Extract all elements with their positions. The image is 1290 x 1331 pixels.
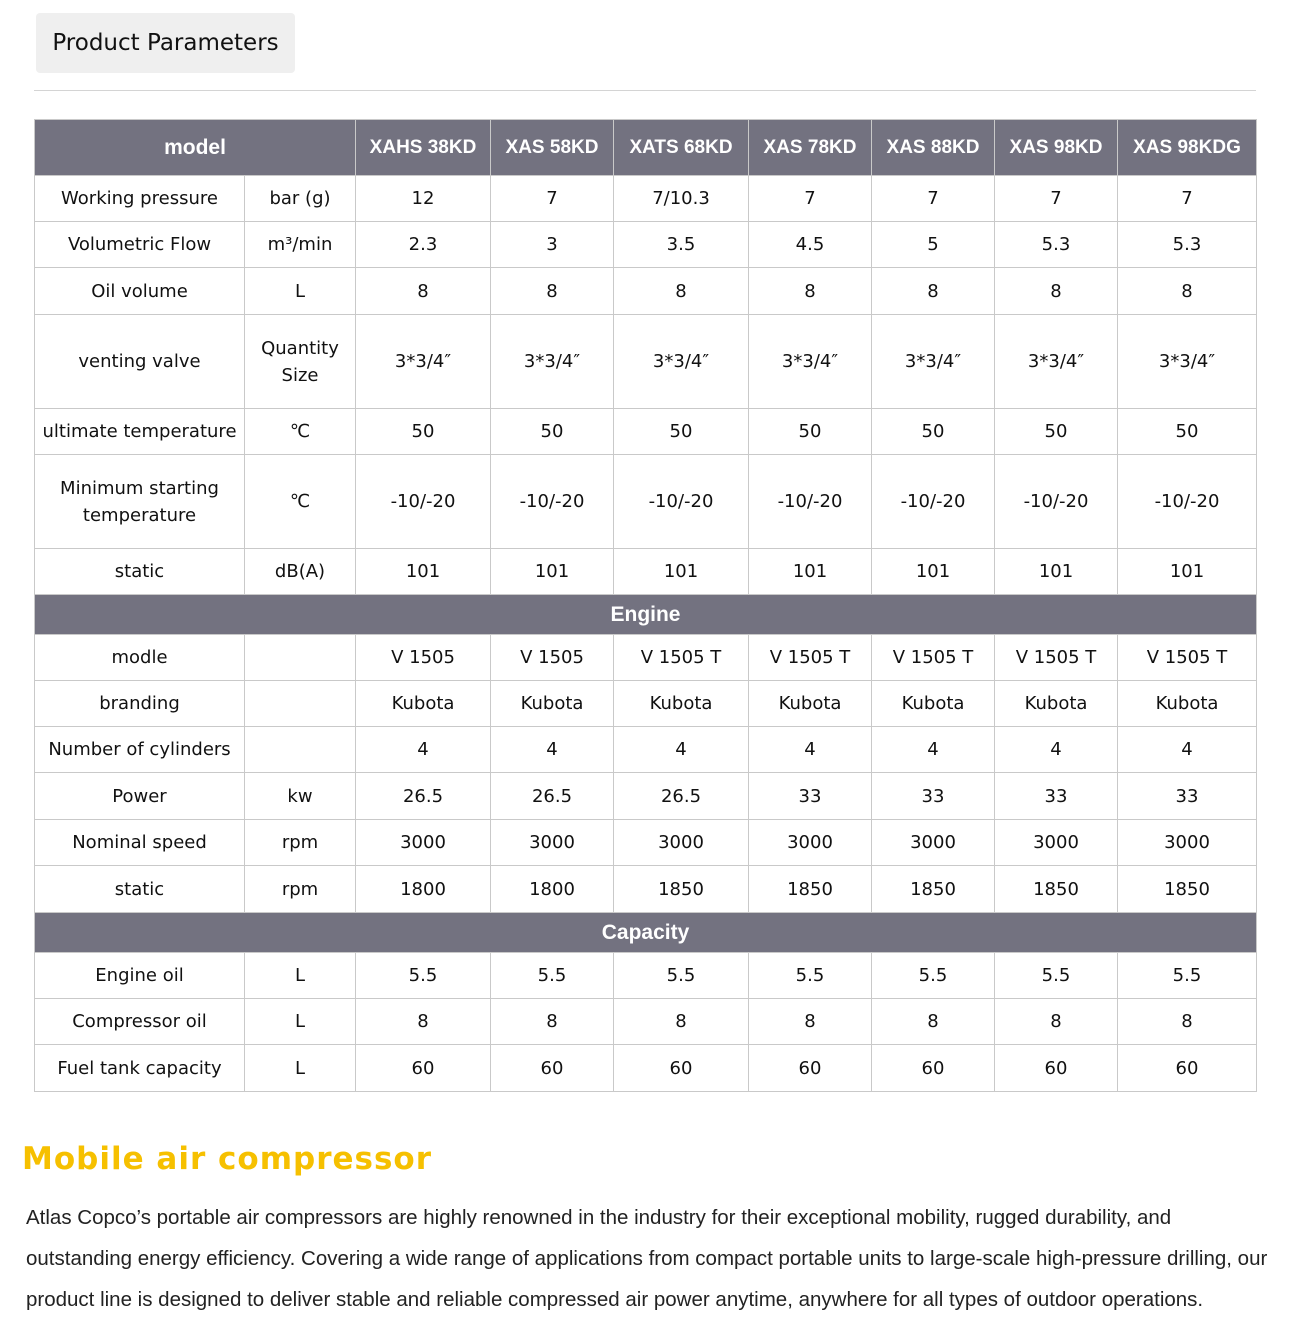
row-value: 5.5 bbox=[995, 953, 1118, 999]
row-value: 1850 bbox=[995, 866, 1118, 913]
row-value: 8 bbox=[356, 268, 491, 315]
table-row bbox=[35, 727, 1257, 773]
row-value: 12 bbox=[356, 176, 491, 222]
row-value: 8 bbox=[749, 268, 872, 315]
row-unit: kw bbox=[245, 773, 356, 820]
spec-table bbox=[34, 119, 1257, 1092]
row-value: 3*3/4″ bbox=[491, 315, 614, 409]
table-header-row bbox=[35, 120, 1257, 176]
row-label: Power bbox=[35, 773, 245, 820]
row-value: 4.5 bbox=[749, 222, 872, 268]
row-unit bbox=[245, 681, 356, 727]
row-value: 1800 bbox=[356, 866, 491, 913]
row-value: 50 bbox=[995, 409, 1118, 455]
row-unit: bar (g) bbox=[245, 176, 356, 222]
row-value: 5.5 bbox=[614, 953, 749, 999]
row-value: 1850 bbox=[1118, 866, 1257, 913]
row-value: 50 bbox=[356, 409, 491, 455]
engine-section-title: Engine bbox=[35, 595, 1257, 635]
row-value: -10/-20 bbox=[872, 455, 995, 549]
row-value: 3 bbox=[491, 222, 614, 268]
row-value: 60 bbox=[995, 1045, 1118, 1092]
table-row bbox=[35, 773, 1257, 820]
table-row bbox=[35, 176, 1257, 222]
row-value: 1850 bbox=[614, 866, 749, 913]
header-model-label: model bbox=[35, 120, 356, 176]
row-value: 60 bbox=[749, 1045, 872, 1092]
row-value: V 1505 T bbox=[614, 635, 749, 681]
row-value: 3000 bbox=[356, 820, 491, 866]
row-value: V 1505 T bbox=[749, 635, 872, 681]
row-value: 7 bbox=[995, 176, 1118, 222]
row-value: 8 bbox=[614, 999, 749, 1045]
row-unit: L bbox=[245, 268, 356, 315]
table-row bbox=[35, 681, 1257, 727]
row-value: 5.3 bbox=[1118, 222, 1257, 268]
row-value: 5.3 bbox=[995, 222, 1118, 268]
row-value: 101 bbox=[995, 549, 1118, 595]
row-value: 1800 bbox=[491, 866, 614, 913]
row-unit: dB(A) bbox=[245, 549, 356, 595]
header-model: XAS 98KDG bbox=[1118, 120, 1257, 176]
table-row bbox=[35, 953, 1257, 999]
table-row bbox=[35, 455, 1257, 549]
row-value: 8 bbox=[749, 999, 872, 1045]
tab-label: Product Parameters bbox=[52, 30, 279, 56]
row-value: 5.5 bbox=[491, 953, 614, 999]
row-value: 3000 bbox=[491, 820, 614, 866]
row-value: 3000 bbox=[614, 820, 749, 866]
capacity-section-row bbox=[35, 913, 1257, 953]
row-unit: rpm bbox=[245, 820, 356, 866]
row-value: 101 bbox=[614, 549, 749, 595]
row-value: 4 bbox=[614, 727, 749, 773]
row-value: 3*3/4″ bbox=[356, 315, 491, 409]
table-row bbox=[35, 222, 1257, 268]
row-value: 8 bbox=[872, 268, 995, 315]
row-value: 50 bbox=[491, 409, 614, 455]
row-value: 1850 bbox=[749, 866, 872, 913]
row-unit: L bbox=[245, 953, 356, 999]
row-unit: L bbox=[245, 1045, 356, 1092]
row-label: ultimate temperature bbox=[35, 409, 245, 455]
table-row bbox=[35, 409, 1257, 455]
row-value: -10/-20 bbox=[614, 455, 749, 549]
row-label: Number of cylinders bbox=[35, 727, 245, 773]
row-value: 4 bbox=[491, 727, 614, 773]
row-label: Working pressure bbox=[35, 176, 245, 222]
row-value: Kubota bbox=[491, 681, 614, 727]
table-row bbox=[35, 820, 1257, 866]
row-value: 5.5 bbox=[872, 953, 995, 999]
row-value: 7 bbox=[1118, 176, 1257, 222]
row-label: Minimum starting temperature bbox=[35, 455, 245, 549]
row-value: Kubota bbox=[995, 681, 1118, 727]
table-row bbox=[35, 315, 1257, 409]
row-value: 8 bbox=[1118, 999, 1257, 1045]
row-value: 3000 bbox=[995, 820, 1118, 866]
row-unit bbox=[245, 727, 356, 773]
row-value: 4 bbox=[872, 727, 995, 773]
row-value: -10/-20 bbox=[491, 455, 614, 549]
row-value: 26.5 bbox=[491, 773, 614, 820]
row-value: 2.3 bbox=[356, 222, 491, 268]
row-value: -10/-20 bbox=[1118, 455, 1257, 549]
row-label: Volumetric Flow bbox=[35, 222, 245, 268]
capacity-section-title: Capacity bbox=[35, 913, 1257, 953]
header-model: XAS 98KD bbox=[995, 120, 1118, 176]
row-value: Kubota bbox=[614, 681, 749, 727]
table-row bbox=[35, 1045, 1257, 1092]
row-value: 4 bbox=[1118, 727, 1257, 773]
compressor-section bbox=[35, 176, 1257, 595]
row-unit: Quantity Size bbox=[245, 315, 356, 409]
row-value: 101 bbox=[1118, 549, 1257, 595]
row-value: 5.5 bbox=[749, 953, 872, 999]
row-value: 3000 bbox=[1118, 820, 1257, 866]
row-value: 8 bbox=[491, 268, 614, 315]
row-value: 33 bbox=[749, 773, 872, 820]
row-value: 3*3/4″ bbox=[614, 315, 749, 409]
row-value: 5 bbox=[872, 222, 995, 268]
row-label: Fuel tank capacity bbox=[35, 1045, 245, 1092]
row-value: 26.5 bbox=[614, 773, 749, 820]
header-model: XAS 78KD bbox=[749, 120, 872, 176]
row-value: 8 bbox=[356, 999, 491, 1045]
row-value: 8 bbox=[491, 999, 614, 1045]
row-value: 7 bbox=[872, 176, 995, 222]
row-value: 1850 bbox=[872, 866, 995, 913]
row-value: 33 bbox=[872, 773, 995, 820]
header-model: XATS 68KD bbox=[614, 120, 749, 176]
row-value: 4 bbox=[749, 727, 872, 773]
row-value: V 1505 T bbox=[872, 635, 995, 681]
row-value: Kubota bbox=[872, 681, 995, 727]
row-value: 60 bbox=[614, 1045, 749, 1092]
header-model: XAS 58KD bbox=[491, 120, 614, 176]
row-label: Nominal speed bbox=[35, 820, 245, 866]
row-value: 101 bbox=[749, 549, 872, 595]
row-value: 101 bbox=[872, 549, 995, 595]
header-model: XAS 88KD bbox=[872, 120, 995, 176]
table-row bbox=[35, 549, 1257, 595]
row-value: 4 bbox=[356, 727, 491, 773]
row-value: 8 bbox=[872, 999, 995, 1045]
row-label: branding bbox=[35, 681, 245, 727]
row-value: 50 bbox=[749, 409, 872, 455]
row-unit: rpm bbox=[245, 866, 356, 913]
row-value: V 1505 bbox=[491, 635, 614, 681]
row-label: modle bbox=[35, 635, 245, 681]
engine-section-row bbox=[35, 595, 1257, 635]
row-value: Kubota bbox=[356, 681, 491, 727]
row-unit: ℃ bbox=[245, 455, 356, 549]
row-value: 3.5 bbox=[614, 222, 749, 268]
row-value: 50 bbox=[1118, 409, 1257, 455]
row-label: static bbox=[35, 549, 245, 595]
row-value: 7/10.3 bbox=[614, 176, 749, 222]
header-model: XAHS 38KD bbox=[356, 120, 491, 176]
row-value: 7 bbox=[491, 176, 614, 222]
row-value: 3*3/4″ bbox=[749, 315, 872, 409]
engine-section bbox=[35, 635, 1257, 913]
row-value: 3*3/4″ bbox=[995, 315, 1118, 409]
row-label: Engine oil bbox=[35, 953, 245, 999]
capacity-section bbox=[35, 953, 1257, 1092]
row-value: 3000 bbox=[872, 820, 995, 866]
row-unit: ℃ bbox=[245, 409, 356, 455]
table-row bbox=[35, 999, 1257, 1045]
row-label: Oil volume bbox=[35, 268, 245, 315]
row-label: venting valve bbox=[35, 315, 245, 409]
row-value: 3*3/4″ bbox=[1118, 315, 1257, 409]
row-value: V 1505 bbox=[356, 635, 491, 681]
row-value: 26.5 bbox=[356, 773, 491, 820]
table-row bbox=[35, 268, 1257, 315]
row-label: Compressor oil bbox=[35, 999, 245, 1045]
tab-product-parameters[interactable] bbox=[36, 13, 295, 73]
row-value: 7 bbox=[749, 176, 872, 222]
row-value: -10/-20 bbox=[749, 455, 872, 549]
row-value: 8 bbox=[1118, 268, 1257, 315]
row-value: 4 bbox=[995, 727, 1118, 773]
row-value: 60 bbox=[356, 1045, 491, 1092]
table-row bbox=[35, 635, 1257, 681]
row-value: 5.5 bbox=[356, 953, 491, 999]
row-value: 5.5 bbox=[1118, 953, 1257, 999]
row-value: V 1505 T bbox=[1118, 635, 1257, 681]
divider bbox=[34, 90, 1256, 91]
row-value: -10/-20 bbox=[995, 455, 1118, 549]
section-title: Mobile air compressor bbox=[22, 1141, 432, 1177]
row-value: 50 bbox=[614, 409, 749, 455]
row-value: V 1505 T bbox=[995, 635, 1118, 681]
row-value: 101 bbox=[491, 549, 614, 595]
row-unit bbox=[245, 635, 356, 681]
row-label: static bbox=[35, 866, 245, 913]
row-unit: m³/min bbox=[245, 222, 356, 268]
table-row bbox=[35, 866, 1257, 913]
row-value: Kubota bbox=[749, 681, 872, 727]
row-value: 50 bbox=[872, 409, 995, 455]
section-description: Atlas Copco’s portable air compressors are highly renowned in the industry for their exceptional mobility, rugged durability, and outstanding energy efficiency. Covering a wide range of applications from compact portable units to large-scale high-pressure drilling, our product line is designed to deliver stable and reliable compressed air power anytime, anywhere for all types of outdoor operations. bbox=[26, 1206, 1268, 1311]
row-value: 33 bbox=[995, 773, 1118, 820]
row-value: 60 bbox=[1118, 1045, 1257, 1092]
row-value: 33 bbox=[1118, 773, 1257, 820]
row-value: 101 bbox=[356, 549, 491, 595]
row-value: 3000 bbox=[749, 820, 872, 866]
row-value: 8 bbox=[614, 268, 749, 315]
row-value: 60 bbox=[491, 1045, 614, 1092]
row-value: 3*3/4″ bbox=[872, 315, 995, 409]
row-value: -10/-20 bbox=[356, 455, 491, 549]
row-value: 60 bbox=[872, 1045, 995, 1092]
row-value: 8 bbox=[995, 268, 1118, 315]
row-value: Kubota bbox=[1118, 681, 1257, 727]
row-unit: L bbox=[245, 999, 356, 1045]
row-value: 8 bbox=[995, 999, 1118, 1045]
